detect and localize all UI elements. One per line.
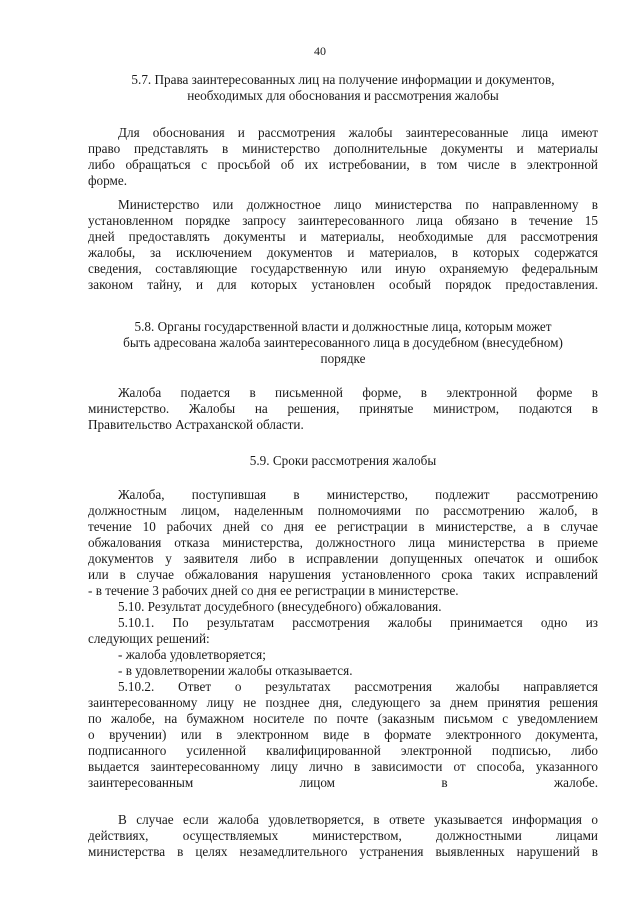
page-number: 40 [314, 44, 326, 58]
list-item: - жалоба удовлетворяется; [118, 647, 266, 662]
section-5-7-paragraph-2: Министерство или должностное лицо министерства по направленному в установленном порядке запросу заинтересованного лица обязано в течение 15 дней предоставлять документы и материалы, необходимые для рассмотрения жалобы, за исключением документов и материалов, в которых содержатся сведения, составляющие государственную или иную охраняемую федеральным законом тайну, и для которых установлен особый порядок предоставления. [88, 197, 598, 292]
section-5-9-heading: 5.9. Сроки рассмотрения жалобы [249, 453, 437, 468]
final-paragraph: В случае если жалоба удовлетворяется, в ответе указывается информация о действиях, осуществляемых министерством, должностными лицами министерства в целях незамедлительного устранения выявленных нарушений в [88, 812, 598, 859]
section-5-7-heading: 5.7. Права заинтересованных лиц на получение информации и документов, необходимых для обоснования и рассмотрения жалобы [131, 72, 555, 103]
section-5-9-body: Жалоба, поступившая в министерство, подлежит рассмотрению должностным лицом, наделенным полномочиями по рассмотрению жалоб, в течение 10 рабочих дней со дня ее регистрации в министерстве, а в случае обжалования отказа министерства, должностного лица министерства в приеме документов у заявителя либо в исправлении допущенных опечаток и ошибок или в случае обжалования нарушения установленного срока таких исправлений - в течение 3 рабочих дней со дня ее регистрации в министерстве. 5.10. Результат досудебного (внесудебного) обжалования. 5.10.1. По результатам рассмотрения жалобы принимается одно из следующих решений: - жалоба удовлетворяется; - в удовлетворении жалобы отказывается. 5.10.2. Ответ о результатах рассмотрения жалобы направляется заинтересованному лицу не позднее дня, следующего за днем принятия решения по жалобе, на бумажном носителе по почте (заказным письмом с уведомлением о вручении) или в электронном виде в формате электронного документа, подписанного усиленной квалифицированной электронной подписью, либо выдается заинтересованному лицу лично в зависимости от способа, указанного заинтересованным лицом в жалобе. [88, 487, 598, 790]
section-5-7-paragraph-1: Для обоснования и рассмотрения жалобы заинтересованные лица имеют право представлять в министерство дополнительные документы и материалы либо обращаться с просьбой об их истребовании, в том числе в электронной форме. [88, 125, 598, 188]
section-5-8-heading: 5.8. Органы государственной власти и должностные лица, которым может быть адресована жалоба заинтересованного лица в досудебном (внесудебном) порядке [123, 319, 563, 366]
section-5-10-title: 5.10. Результат досудебного (внесудебного) обжалования. [118, 599, 442, 614]
list-item: - в удовлетворении жалобы отказывается. [118, 663, 353, 678]
section-5-8-paragraph: Жалоба подается в письменной форме, в электронной форме в министерство. Жалобы на решения, принятые министром, подаются в Правительство Астраханской области. [88, 385, 598, 432]
